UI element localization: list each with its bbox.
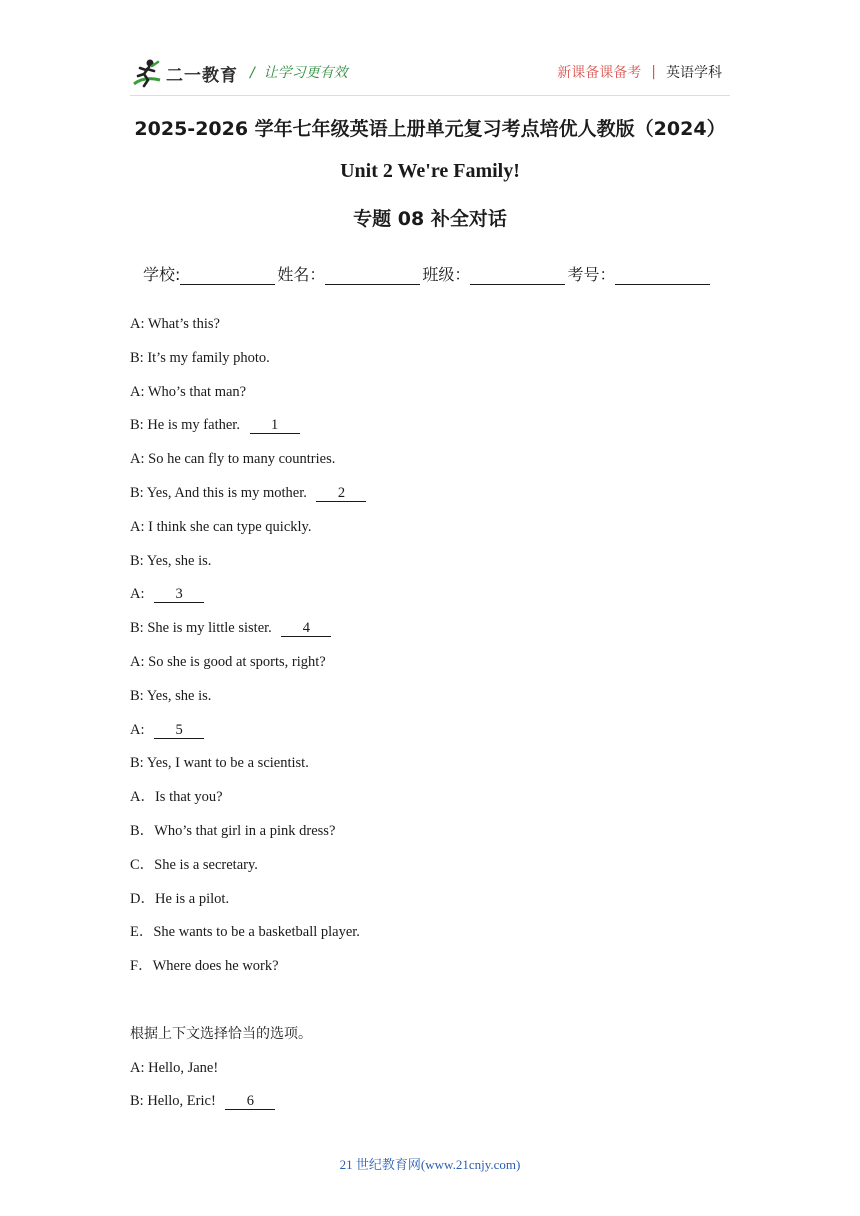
logo-text: 二一教育: [166, 65, 238, 86]
header-subject: [557, 62, 722, 82]
option-item: E．She wants to be a basketball player.: [130, 924, 360, 941]
dialogue-line: [130, 482, 366, 516]
dialogue-line-text: B: Yes, And this is my mother.: [130, 484, 307, 501]
dialogue-line: [130, 516, 366, 550]
option-item: D．He is a pilot.: [130, 890, 230, 907]
runner-logo-icon: [130, 56, 164, 90]
dialogue-line-text: B: Yes, she is.: [130, 687, 212, 704]
slogan-text: 让学习更有效: [263, 65, 348, 81]
student-info-line: [143, 262, 712, 285]
class-blank[interactable]: [470, 266, 565, 285]
answer-blank[interactable]: 6: [225, 1093, 275, 1110]
dialogue-line-text: A: Who’s that man?: [130, 383, 247, 400]
slogan: / 让学习更有效: [250, 65, 348, 81]
dialogue-line-text: A: So she is good at sports, right?: [130, 653, 326, 670]
header-subject-label: 英语学科: [666, 65, 722, 81]
dialogue-line: [130, 685, 366, 719]
dialogue-line-text: B: Yes, she is.: [130, 552, 212, 569]
dialogue-line: [130, 617, 366, 651]
dialogue-line: [130, 448, 366, 482]
dialogue-line: [130, 313, 366, 347]
dialogue-line: [130, 381, 366, 415]
class-label: 班级：: [422, 265, 471, 284]
school-label: 学校:: [143, 265, 181, 284]
dialogue-line: [130, 1090, 366, 1124]
option-item: B．Who’s that girl in a pink dress?: [130, 822, 336, 839]
dialogue-line-text: B: Hello, Eric!: [130, 1093, 216, 1110]
dialogue-1: [130, 313, 366, 786]
answer-blank[interactable]: 5: [154, 722, 204, 739]
school-field: [143, 262, 277, 285]
option-item: F．Where does he work?: [130, 958, 279, 975]
header-separator: |: [651, 64, 656, 80]
class-field: [422, 262, 567, 285]
dialogue-line-text: B: It’s my family photo.: [130, 349, 270, 366]
name-field: [277, 262, 422, 285]
name-blank[interactable]: [325, 266, 420, 285]
exercise-body: [130, 313, 366, 1124]
dialogue-line-text: A:: [130, 721, 145, 738]
header-divider: [130, 95, 730, 96]
option-item: A．Is that you?: [130, 789, 223, 806]
answer-blank[interactable]: 4: [281, 620, 331, 637]
dialogue-line: [130, 719, 366, 753]
topic-title: 专题 08 补全对话: [353, 208, 507, 230]
exam-no-field: [567, 262, 712, 285]
dialogue-line-text: A:: [130, 586, 145, 603]
page-title: 2025-2026 学年七年级英语上册单元复习考点培优人教版（2024）: [134, 118, 726, 140]
dialogue-line: [130, 347, 366, 381]
option-item: C．She is a secretary.: [130, 856, 258, 873]
logo: [130, 55, 240, 91]
header-course-label: 新课备课备考: [557, 65, 642, 81]
dialogue-line-text: B: He is my father.: [130, 417, 240, 434]
dialogue-line: [130, 414, 366, 448]
answer-blank[interactable]: 1: [250, 417, 300, 434]
dialogue-line: A: Hello, Jane!: [130, 1059, 219, 1076]
dialogue-line: [130, 651, 366, 685]
spacer: [130, 989, 366, 1023]
dialogue-line-text: A: What’s this?: [130, 316, 220, 332]
dialogue-line-text: A: So he can fly to many countries.: [130, 451, 336, 468]
answer-blank[interactable]: 3: [154, 586, 204, 603]
exam-no-label: 考号：: [567, 265, 616, 284]
exam-no-blank[interactable]: [615, 266, 710, 285]
school-blank[interactable]: [180, 266, 275, 285]
answer-blank[interactable]: 2: [316, 485, 366, 502]
footer-source: 21 世纪教育网(www.21cnjy.com): [339, 1157, 521, 1172]
options-list: [130, 786, 366, 989]
dialogue-line: [130, 583, 366, 617]
dialogue-line-text: B: She is my little sister.: [130, 620, 272, 637]
page-header: [0, 0, 860, 100]
unit-title: Unit 2 We're Family!: [340, 160, 520, 182]
dialogue-line: [130, 752, 366, 786]
dialogue-line-text: B: Yes, I want to be a scientist.: [130, 755, 309, 772]
instruction-text: 根据上下文选择恰当的选项。: [130, 1025, 312, 1042]
dialogue-line: [130, 550, 366, 584]
dialogue-line-text: A: I think she can type quickly.: [130, 518, 312, 535]
name-label: 姓名：: [277, 265, 326, 284]
